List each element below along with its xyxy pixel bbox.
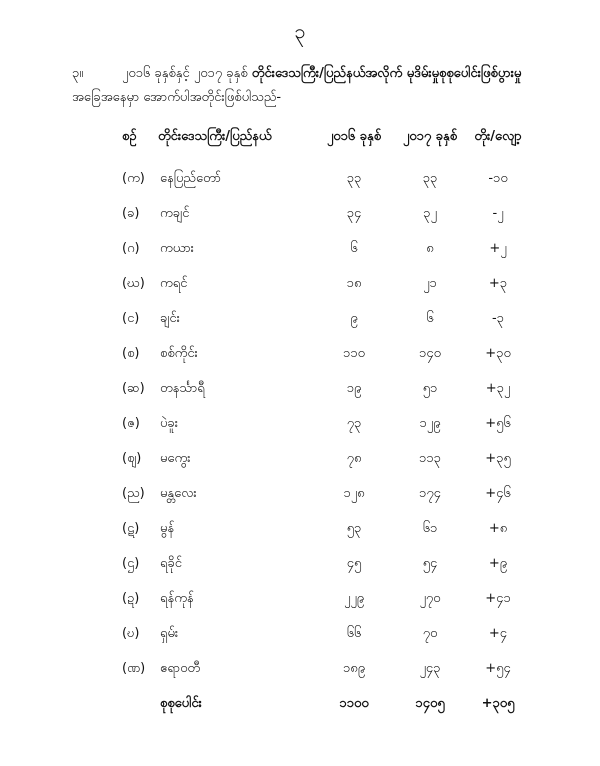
row-index: (က): [122, 171, 145, 186]
table-row: [0, 442, 600, 477]
row-change: -၁၀: [488, 171, 508, 186]
row-value-2017: ၆: [426, 311, 434, 326]
row-value-2016: ၂၂၉: [343, 591, 365, 606]
intro-paragraph: [72, 62, 592, 110]
row-value-2016: ၁၈: [346, 276, 362, 291]
table-row: [0, 372, 600, 407]
row-index: (ဌ): [122, 556, 140, 571]
row-change: +၅၆: [485, 416, 511, 431]
row-value-2016: ၁၁၀: [343, 346, 365, 361]
row-value-2016: ၇၃: [346, 416, 362, 431]
row-index: (ဃ): [122, 276, 145, 291]
row-index: (ခ): [122, 206, 140, 221]
row-change: +၅၄: [485, 661, 511, 676]
row-change: +၂: [489, 241, 507, 256]
row-index: (ဂ): [122, 241, 140, 256]
row-change: -၂: [492, 206, 504, 221]
row-change: +၉: [488, 556, 508, 571]
row-region-name: တနင်္သာရီ: [160, 381, 205, 396]
row-value-2017: ၂၇၀: [419, 591, 441, 606]
row-index: (ည): [122, 486, 145, 501]
table-row: [0, 407, 600, 442]
row-change: +၃၀: [485, 346, 511, 361]
row-value-2017: ၇၀: [422, 626, 438, 641]
total-2016: ၁၁၀၀: [339, 696, 369, 711]
row-region-name: ကယား: [160, 241, 194, 256]
row-index: (ဎ): [122, 626, 140, 641]
table-row: [0, 547, 600, 582]
row-change: +၄: [488, 626, 508, 641]
row-region-name: ကရင်: [160, 276, 188, 291]
row-value-2017: ၈: [426, 241, 434, 256]
paragraph-line-1: [72, 62, 592, 86]
row-region-name: ရှမ်း: [160, 626, 179, 641]
row-value-2016: ၆: [350, 241, 358, 256]
table-row: [0, 302, 600, 337]
row-region-name: မွန်: [160, 521, 175, 536]
row-value-2016: ၃၄: [346, 206, 362, 221]
row-index: (ဇ): [122, 416, 140, 431]
row-region-name: မကွေး: [160, 451, 191, 466]
row-value-2016: ၅၃: [346, 521, 362, 536]
row-region-name: မန္တလေး: [160, 486, 197, 501]
row-change: +၃၂: [485, 381, 511, 396]
row-value-2017: ၂၁: [423, 276, 437, 291]
table-row: [0, 267, 600, 302]
row-index: (ဍ): [122, 591, 140, 606]
row-value-2017: ၆၁: [422, 521, 438, 536]
header-region: တိုင်းဒေသကြီး/ပြည်နယ်: [158, 129, 272, 144]
total-change: +၃၀၅: [481, 696, 515, 711]
row-change: +၄၁: [485, 591, 511, 606]
row-index: (ဏ): [122, 661, 146, 676]
row-region-name: စစ်ကိုင်း: [160, 346, 198, 361]
row-value-2017: ၃၃: [422, 171, 438, 186]
header-year-2016: ၂၀၁၆ ခုနှစ်: [326, 129, 382, 144]
table-row: [0, 232, 600, 267]
table-header-row: [0, 122, 600, 162]
row-value-2017: ၁၁၃: [419, 451, 441, 466]
row-value-2016: ၁၈၉: [342, 661, 366, 676]
row-region-name: နေပြည်တော်: [160, 171, 222, 186]
table-row: [0, 337, 600, 372]
row-value-2017: ၁၇၄: [419, 486, 441, 501]
row-index: (င): [122, 311, 140, 326]
table-row: [0, 617, 600, 652]
row-region-name: ကချင်: [160, 206, 190, 221]
row-change: +၃၅: [485, 451, 511, 466]
row-value-2016: ၁၂၈: [343, 486, 365, 501]
row-value-2016: ၉: [350, 311, 358, 326]
table-row: [0, 582, 600, 617]
row-change: +၃: [488, 276, 508, 291]
row-value-2016: ၆၆: [346, 626, 362, 641]
row-index: (ဋ): [122, 521, 140, 536]
row-change: -၃: [491, 311, 504, 326]
row-value-2016: ၃၃: [346, 171, 362, 186]
row-value-2017: ၃၂: [423, 206, 437, 221]
table-row: [0, 477, 600, 512]
table-row: [0, 162, 600, 197]
total-label: စုစုပေါင်း: [160, 696, 202, 711]
row-value-2017: ၁၂၉: [419, 416, 441, 431]
row-index: (ဈ): [122, 451, 142, 466]
row-region-name: ချင်း: [160, 311, 180, 326]
row-region-name: ရခိုင်: [160, 556, 182, 571]
row-index: (စ): [122, 346, 140, 361]
paragraph-bold-text: တိုင်းဒေသကြီး/ပြည်နယ်အလိုက် မုဒိမ်းမှုစုစုပေါင်းဖြစ်ပွားမှု: [251, 66, 522, 81]
row-value-2017: ၅၁: [422, 381, 438, 396]
row-value-2016: ၁၉: [346, 381, 362, 396]
header-index: စဉ်: [122, 129, 137, 144]
row-change: +၈: [488, 521, 508, 536]
page-number: ၃: [294, 19, 306, 43]
paragraph-line-2: အခြေအနေမှာ အောက်ပါအတိုင်းဖြစ်ပါသည်-: [72, 90, 282, 105]
table-row: [0, 197, 600, 232]
row-change: +၄၆: [485, 486, 511, 501]
row-value-2017: ၅၄: [422, 556, 438, 571]
row-value-2016: ၄၅: [346, 556, 362, 571]
row-region-name: ဧရာဝတီ: [160, 661, 201, 676]
row-value-2017: ၁၄၀: [419, 346, 441, 361]
total-2017: ၁၄၀၅: [415, 696, 445, 711]
table-row: [0, 512, 600, 547]
row-value-2017: ၂၄၃: [419, 661, 441, 676]
paragraph-number: ၃။: [72, 66, 84, 81]
paragraph-years-text: ၂၀၁၆ ခုနှစ်နှင့် ၂၀၁၇ ခုနှစ်: [122, 66, 248, 81]
table-total-row: [0, 687, 600, 722]
header-year-2017: ၂၀၁၇ ခုနှစ်: [402, 129, 458, 144]
row-region-name: ပဲခူး: [160, 416, 179, 431]
row-region-name: ရန်ကုန်: [160, 591, 194, 606]
table-row: [0, 652, 600, 687]
row-value-2016: ၇၈: [346, 451, 362, 466]
statistics-table: [0, 122, 600, 722]
row-index: (ဆ): [122, 381, 145, 396]
header-change: တိုး/လျော့: [474, 129, 522, 144]
